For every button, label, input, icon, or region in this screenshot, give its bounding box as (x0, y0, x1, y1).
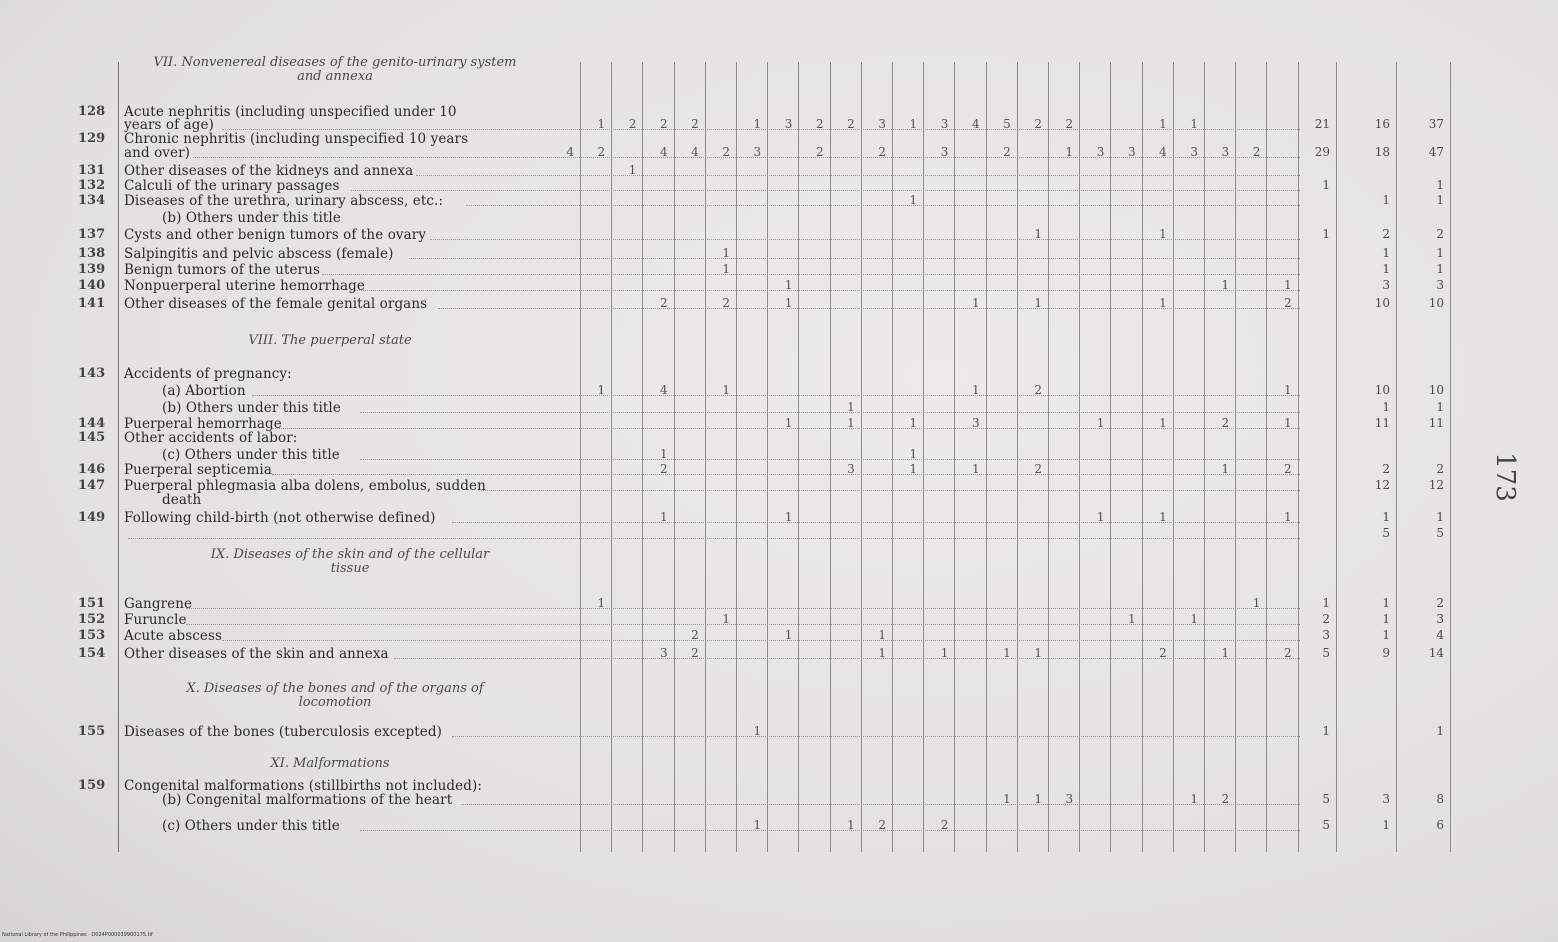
row-label: Calculi of the urinary passages (124, 178, 340, 194)
column-rule (767, 62, 768, 852)
row-label: and over) (124, 145, 191, 161)
count-cell: 2 (691, 646, 699, 660)
leader-dots (466, 205, 1300, 207)
count-cell: 1 (909, 117, 918, 131)
count-cell: 1 (971, 296, 980, 310)
total-cell: 3 (1436, 278, 1444, 292)
leader-dots (252, 395, 1300, 397)
count-cell: 1 (847, 400, 855, 414)
leader-dots (481, 490, 1300, 492)
total-cell: 1 (1382, 262, 1390, 276)
count-cell: 1 (1221, 462, 1230, 476)
count-cell: 1 (909, 462, 918, 476)
row-number: 134 (78, 193, 106, 208)
row-number: 131 (78, 163, 106, 178)
total-cell: 10 (1374, 296, 1390, 310)
row-label: (b) Congenital malformations of the heart (162, 792, 453, 808)
total-cell: 1 (1382, 628, 1390, 642)
count-cell: 3 (1065, 792, 1074, 806)
total-cell: 1 (1436, 262, 1444, 276)
column-rule (611, 62, 612, 852)
leader-dots (351, 290, 1300, 292)
section-heading-puerperal: VIII. The puerperal state (248, 333, 412, 348)
leader-dots (416, 175, 1300, 177)
count-cell: 1 (1190, 792, 1198, 806)
count-cell: 1 (722, 262, 730, 276)
count-cell: 1 (784, 628, 793, 642)
count-cell: 1 (722, 612, 730, 626)
section-heading-bones: X. Diseases of the bones and of the organs of locomotion (186, 681, 484, 710)
count-cell: 4 (566, 145, 574, 159)
count-cell: 1 (659, 447, 668, 461)
count-cell: 1 (1127, 612, 1136, 626)
total-cell: 11 (1374, 416, 1390, 430)
count-cell: 2 (1221, 792, 1230, 806)
count-cell: 1 (1283, 416, 1292, 430)
leader-dots (351, 190, 1300, 192)
column-rule (1450, 62, 1451, 852)
row-number: 151 (78, 596, 106, 611)
count-cell: 4 (659, 145, 668, 159)
count-cell: 1 (1159, 296, 1167, 310)
row-number: 143 (78, 366, 106, 381)
count-cell: 2 (847, 117, 855, 131)
column-rule (1235, 62, 1236, 852)
row-number: 149 (78, 510, 106, 525)
row-label: years of age) (124, 117, 214, 133)
count-cell: 2 (691, 628, 699, 642)
row-number: 144 (78, 416, 106, 431)
total-cell: 47 (1428, 145, 1444, 159)
column-rule (1204, 62, 1205, 852)
total-cell: 2 (1436, 596, 1444, 610)
leader-dots (438, 308, 1300, 310)
total-cell: 1 (1382, 400, 1390, 414)
total-cell: 18 (1374, 145, 1390, 159)
row-label: Salpingitis and pelvic abscess (female) (124, 246, 394, 262)
count-cell: 1 (1159, 510, 1167, 524)
count-cell: 2 (1221, 416, 1230, 430)
total-cell: 1 (1382, 510, 1390, 524)
count-cell: 2 (597, 145, 606, 159)
count-cell: 4 (691, 145, 699, 159)
row-label: Chronic nephritis (including unspecified 10 years (124, 131, 469, 147)
count-cell: 1 (878, 646, 886, 660)
total-cell: 2 (1382, 462, 1390, 476)
count-cell: 1 (909, 447, 918, 461)
column-rule (674, 62, 675, 852)
total-cell: 9 (1382, 646, 1390, 660)
row-label: Other diseases of the kidneys and annexa (124, 163, 414, 179)
leader-dots (452, 736, 1300, 738)
row-label: Other diseases of the female genital organs (124, 296, 428, 312)
count-cell: 2 (659, 296, 668, 310)
count-cell: 2 (1034, 462, 1042, 476)
row-label: Accidents of pregnancy: (124, 366, 292, 382)
row-number: 147 (78, 478, 106, 493)
count-cell: 4 (1159, 145, 1167, 159)
count-cell: 1 (784, 510, 793, 524)
total-cell: 1 (1436, 178, 1444, 192)
row-number: 139 (78, 262, 106, 277)
row-label: Puerperal hemorrhage (124, 416, 282, 432)
row-number: 154 (78, 646, 106, 661)
count-cell: 1 (784, 416, 793, 430)
count-cell: 1 (1034, 296, 1042, 310)
count-cell: 1 (1003, 792, 1011, 806)
total-cell: 12 (1374, 478, 1390, 492)
total-cell: 1 (1382, 612, 1390, 626)
count-cell: 1 (1096, 510, 1105, 524)
count-cell: 2 (1283, 296, 1292, 310)
count-cell: 1 (878, 628, 886, 642)
row-label: Other accidents of labor: (124, 430, 298, 446)
count-cell: 2 (815, 117, 824, 131)
count-cell: 2 (1159, 646, 1167, 660)
count-cell: 1 (597, 117, 606, 131)
count-cell: 1 (1159, 117, 1167, 131)
total-cell: 3 (1436, 612, 1444, 626)
count-cell: 1 (753, 818, 762, 832)
count-cell: 1 (784, 296, 793, 310)
row-label: (c) Others under this title (162, 818, 340, 834)
count-cell: 4 (659, 383, 668, 397)
total-cell: 3 (1322, 628, 1330, 642)
count-cell: 2 (878, 145, 886, 159)
count-cell: 3 (1096, 145, 1105, 159)
count-cell: 3 (1190, 145, 1198, 159)
row-number: 138 (78, 246, 106, 261)
total-cell: 5 (1322, 792, 1330, 806)
column-rule (986, 62, 987, 852)
total-cell: 14 (1428, 646, 1444, 660)
leader-dots (452, 522, 1300, 524)
row-label: Diseases of the bones (tuberculosis excepted) (124, 724, 442, 740)
row-number: 140 (78, 278, 106, 293)
leader-dots (222, 640, 1300, 642)
row-label: Cysts and other benign tumors of the ovary (124, 227, 427, 243)
leader-dots (430, 239, 1300, 241)
column-rule (580, 62, 581, 852)
count-cell: 2 (1034, 383, 1042, 397)
row-label: Acute nephritis (including unspecified under 10 (124, 104, 457, 120)
count-cell: 2 (722, 296, 730, 310)
total-cell: 3 (1382, 278, 1390, 292)
count-cell: 1 (753, 724, 762, 738)
count-cell: 2 (1283, 462, 1292, 476)
total-cell: 1 (1322, 596, 1330, 610)
total-cell: 1 (1322, 178, 1330, 192)
column-rule (861, 62, 862, 852)
total-cell: 5 (1322, 818, 1330, 832)
count-cell: 1 (1034, 646, 1042, 660)
total-cell: 16 (1374, 117, 1390, 131)
column-rule (1110, 62, 1111, 852)
row-number: 137 (78, 227, 106, 242)
row-label: Congenital malformations (stillbirths not included): (124, 778, 482, 794)
count-cell: 2 (1065, 117, 1074, 131)
row-label: Other diseases of the skin and annexa (124, 646, 389, 662)
total-cell: 10 (1428, 383, 1444, 397)
leader-dots (409, 258, 1300, 260)
count-cell: 1 (1283, 510, 1292, 524)
total-cell: 5 (1382, 526, 1390, 540)
count-cell: 1 (628, 163, 637, 177)
row-label: death (162, 492, 202, 508)
count-cell: 1 (1034, 227, 1042, 241)
row-number: 146 (78, 462, 106, 477)
leader-dots (322, 274, 1300, 276)
count-cell: 3 (878, 117, 886, 131)
count-cell: 3 (784, 117, 793, 131)
count-cell: 3 (940, 117, 949, 131)
column-rule (705, 62, 706, 852)
row-label: Nonpuerperal uterine hemorrhage (124, 278, 366, 294)
row-label: Following child-birth (not otherwise defined) (124, 510, 436, 526)
column-rule (1266, 62, 1267, 852)
count-cell: 1 (784, 278, 793, 292)
total-cell: 8 (1436, 792, 1444, 806)
count-cell: 5 (1003, 117, 1011, 131)
section-heading-malformations: XI. Malformations (270, 756, 390, 771)
left-rule (118, 62, 119, 852)
row-label: (b) Others under this title (162, 210, 341, 226)
count-cell: 1 (1252, 596, 1261, 610)
leader-dots (128, 538, 1300, 540)
row-label: Puerperal phlegmasia alba dolens, embolus, sudden (124, 478, 486, 494)
total-cell: 1 (1436, 510, 1444, 524)
total-cell: 37 (1428, 117, 1444, 131)
count-cell: 1 (940, 646, 949, 660)
row-number: 132 (78, 178, 106, 193)
count-cell: 1 (971, 383, 980, 397)
total-cell: 29 (1314, 145, 1330, 159)
count-cell: 1 (847, 416, 855, 430)
total-cell: 1 (1436, 400, 1444, 414)
row-number: 152 (78, 612, 106, 627)
count-cell: 1 (909, 416, 918, 430)
count-cell: 1 (722, 383, 730, 397)
row-number: 145 (78, 430, 106, 445)
count-cell: 3 (1127, 145, 1136, 159)
total-cell: 1 (1322, 227, 1330, 241)
count-cell: 2 (1252, 145, 1261, 159)
count-cell: 1 (597, 596, 606, 610)
total-cell: 1 (1382, 193, 1390, 207)
row-label: (b) Others under this title (162, 400, 341, 416)
column-rule (1142, 62, 1143, 852)
page-number: 173 (1489, 452, 1520, 502)
count-cell: 2 (628, 117, 637, 131)
row-label: Diseases of the urethra, urinary abscess, etc.: (124, 193, 444, 209)
count-cell: 2 (722, 145, 730, 159)
total-cell: 2 (1436, 227, 1444, 241)
total-cell: 2 (1436, 462, 1444, 476)
total-cell: 1 (1436, 724, 1444, 738)
column-rule (1017, 62, 1018, 852)
count-cell: 3 (847, 462, 855, 476)
count-cell: 1 (722, 246, 730, 260)
total-cell: 5 (1436, 526, 1444, 540)
total-cell: 6 (1436, 818, 1444, 832)
count-cell: 1 (1159, 416, 1167, 430)
count-cell: 1 (1096, 416, 1105, 430)
count-cell: 1 (1283, 278, 1292, 292)
column-rule (1396, 62, 1397, 852)
count-cell: 1 (1283, 383, 1292, 397)
column-rule (1173, 62, 1174, 852)
count-cell: 2 (940, 818, 949, 832)
count-cell: 1 (971, 462, 980, 476)
total-cell: 2 (1382, 227, 1390, 241)
leader-dots (272, 474, 1300, 476)
count-cell: 3 (753, 145, 762, 159)
row-label: Furuncle (124, 612, 187, 628)
total-cell: 11 (1428, 416, 1444, 430)
row-label: Benign tumors of the uterus (124, 262, 320, 278)
count-cell: 1 (1003, 646, 1011, 660)
count-cell: 2 (1034, 117, 1042, 131)
count-cell: 2 (659, 117, 668, 131)
total-cell: 1 (1382, 246, 1390, 260)
count-cell: 2 (1003, 145, 1011, 159)
column-rule (1079, 62, 1080, 852)
row-label: (c) Others under this title (162, 447, 340, 463)
total-cell: 1 (1436, 246, 1444, 260)
count-cell: 1 (909, 193, 918, 207)
count-cell: 1 (1190, 117, 1198, 131)
total-cell: 1 (1322, 724, 1330, 738)
count-cell: 1 (1034, 792, 1042, 806)
leader-dots (186, 608, 1300, 610)
total-cell: 1 (1382, 818, 1390, 832)
column-rule (1336, 62, 1337, 852)
column-rule (830, 62, 831, 852)
leader-dots (360, 459, 1300, 461)
total-cell: 10 (1428, 296, 1444, 310)
column-rule (923, 62, 924, 852)
total-cell: 12 (1428, 478, 1444, 492)
row-label: (a) Abortion (162, 383, 246, 399)
count-cell: 1 (659, 510, 668, 524)
row-number: 128 (78, 104, 106, 119)
count-cell: 1 (1221, 278, 1230, 292)
count-cell: 3 (659, 646, 668, 660)
count-cell: 1 (1159, 227, 1167, 241)
count-cell: 1 (1190, 612, 1198, 626)
row-label: Puerperal septicemia (124, 462, 272, 478)
footer-credit: National Library of the Philippines · D024P000039900175.tif (2, 932, 153, 938)
column-rule (954, 62, 955, 852)
total-cell: 3 (1382, 792, 1390, 806)
row-number: 155 (78, 724, 106, 739)
count-cell: 1 (597, 383, 606, 397)
total-cell: 21 (1314, 117, 1330, 131)
row-number: 153 (78, 628, 106, 643)
count-cell: 2 (815, 145, 824, 159)
section-heading-skin: IX. Diseases of the skin and of the cellular tissue (210, 547, 490, 576)
count-cell: 2 (878, 818, 886, 832)
row-number: 129 (78, 131, 106, 146)
count-cell: 3 (940, 145, 949, 159)
column-rule (1048, 62, 1049, 852)
column-rule (798, 62, 799, 852)
total-cell: 4 (1436, 628, 1444, 642)
row-label: Acute abscess (124, 628, 223, 644)
row-number: 159 (78, 778, 106, 793)
total-cell: 1 (1382, 596, 1390, 610)
count-cell: 1 (1221, 646, 1230, 660)
count-cell: 2 (1283, 646, 1292, 660)
row-number: 141 (78, 296, 106, 311)
total-cell: 1 (1436, 193, 1444, 207)
count-cell: 3 (1221, 145, 1230, 159)
total-cell: 2 (1322, 612, 1330, 626)
count-cell: 4 (971, 117, 980, 131)
count-cell: 1 (753, 117, 762, 131)
column-rule (1298, 62, 1299, 852)
count-cell: 1 (847, 818, 855, 832)
count-cell: 2 (691, 117, 699, 131)
section-heading-genito-urinary: VII. Nonvenereal diseases of the genito-urinary system and annexa (153, 55, 517, 84)
count-cell: 2 (659, 462, 668, 476)
count-cell: 3 (971, 416, 980, 430)
total-cell: 10 (1374, 383, 1390, 397)
count-cell: 1 (1065, 145, 1074, 159)
row-label: Gangrene (124, 596, 193, 612)
total-cell: 5 (1322, 646, 1330, 660)
